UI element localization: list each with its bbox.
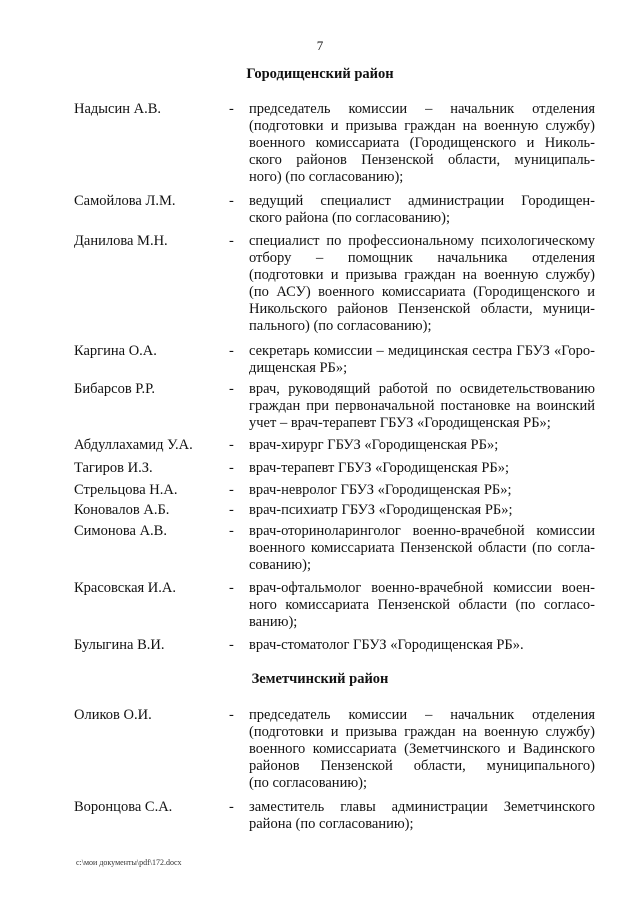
member-role (249, 523, 595, 574)
member-name: Красовская И.А. (74, 580, 176, 596)
role-line: заместитель главы администрации Земетчинского (249, 799, 595, 815)
role-line: района (по согласованию); (249, 816, 414, 832)
role-line: (подготовки и призыва граждан на военную службу) (249, 267, 595, 283)
dash-separator: - (229, 381, 234, 397)
member-name: Надысин А.В. (74, 101, 161, 117)
role-line: врач-хирург ГБУЗ «Городищенская РБ»; (249, 437, 499, 453)
role-line: врач-психиатр ГБУЗ «Городищенская РБ»; (249, 502, 513, 518)
dash-separator: - (229, 580, 234, 596)
member-role (249, 580, 595, 631)
member-name: Стрельцова Н.А. (74, 482, 178, 498)
dash-separator: - (229, 437, 234, 453)
section-heading: Земетчинский район (251, 671, 389, 687)
role-line: военного комиссариата (Земетчинского и Вадинского (249, 741, 595, 757)
role-line: врач-терапевт ГБУЗ «Городищенская РБ»; (249, 460, 509, 476)
page-number: 7 (316, 38, 324, 53)
member-name: Данилова М.Н. (74, 233, 168, 249)
member-role (249, 381, 595, 432)
dash-separator: - (229, 233, 234, 249)
role-line: ского районов Пензенской области, муниципаль- (249, 152, 595, 168)
member-role (249, 799, 595, 833)
member-name: Бибарсов Р.Р. (74, 381, 156, 397)
role-line: сованию); (249, 557, 311, 573)
role-line: врач-оториноларинголог военно-врачебной комиссии (249, 523, 595, 539)
footer-file-path: c:\мои документы\pdf\172.docx (76, 858, 182, 867)
section-heading: Городищенский район (246, 66, 394, 82)
member-role (249, 502, 595, 519)
dash-separator: - (229, 707, 234, 723)
dash-separator: - (229, 502, 234, 518)
role-line: ведущий специалист администрации Городищен- (249, 193, 595, 209)
role-line: ванию); (249, 614, 298, 630)
role-line: граждан при первоначальной постановке на воинский (249, 398, 595, 414)
dash-separator: - (229, 460, 234, 476)
member-name: Тагиров И.З. (74, 460, 153, 476)
role-line: отбору – помощник начальника отделения (249, 250, 595, 266)
role-line: (по АСУ) военного комиссариата (Городищенского и (249, 284, 595, 300)
role-line: дищенская РБ»; (249, 360, 348, 376)
role-line: специалист по профессиональному психологическому (249, 233, 595, 249)
member-role (249, 482, 595, 499)
member-name: Воронцова С.А. (74, 799, 173, 815)
dash-separator: - (229, 193, 234, 209)
member-role (249, 343, 595, 377)
dash-separator: - (229, 523, 234, 539)
role-line: председатель комиссии – начальник отделения (249, 101, 595, 117)
role-line: ского района (по согласованию); (249, 210, 450, 226)
role-line: пального) (по согласованию); (249, 318, 432, 334)
role-line: (подготовки и призыва граждан на военную службу) (249, 724, 595, 740)
member-role (249, 437, 595, 454)
member-role (249, 460, 595, 477)
dash-separator: - (229, 637, 234, 653)
member-role (249, 193, 595, 227)
dash-separator: - (229, 101, 234, 117)
role-line: военного комиссариата Пензенской области (по согла- (249, 540, 595, 556)
member-name: Оликов О.И. (74, 707, 152, 723)
role-line: секретарь комиссии – медицинская сестра ГБУЗ «Горо- (249, 343, 595, 359)
dash-separator: - (229, 482, 234, 498)
dash-separator: - (229, 343, 234, 359)
member-name: Самойлова Л.М. (74, 193, 176, 209)
role-line: учет – врач-терапевт ГБУЗ «Городищенская РБ»; (249, 415, 551, 431)
dash-separator: - (229, 799, 234, 815)
role-line: военного комиссариата (Городищенского и Николь- (249, 135, 595, 151)
role-line: врач-стоматолог ГБУЗ «Городищенская РБ». (249, 637, 524, 653)
role-line: председатель комиссии – начальник отделения (249, 707, 595, 723)
member-role (249, 101, 595, 186)
role-line: врач-офтальмолог военно-врачебной комиссии воен- (249, 580, 595, 596)
member-role (249, 707, 595, 792)
member-name: Булыгина В.И. (74, 637, 165, 653)
member-name: Каргина О.А. (74, 343, 157, 359)
role-line: (подготовки и призыва граждан на военную службу) (249, 118, 595, 134)
role-line: врач, руководящий работой по освидетельствованию (249, 381, 595, 397)
role-line: (по согласованию); (249, 775, 368, 791)
role-line: Никольского районов Пензенской области, муници- (249, 301, 595, 317)
member-name: Симонова А.В. (74, 523, 167, 539)
member-name: Абдуллахамид У.А. (74, 437, 193, 453)
role-line: районов Пензенской области, муниципального) (249, 758, 595, 774)
role-line: ного комиссариата Пензенской области (по согласо- (249, 597, 595, 613)
member-role (249, 233, 595, 335)
member-name: Коновалов А.Б. (74, 502, 170, 518)
role-line: врач-невролог ГБУЗ «Городищенская РБ»; (249, 482, 512, 498)
member-role (249, 637, 595, 654)
role-line: ного) (по согласованию); (249, 169, 404, 185)
